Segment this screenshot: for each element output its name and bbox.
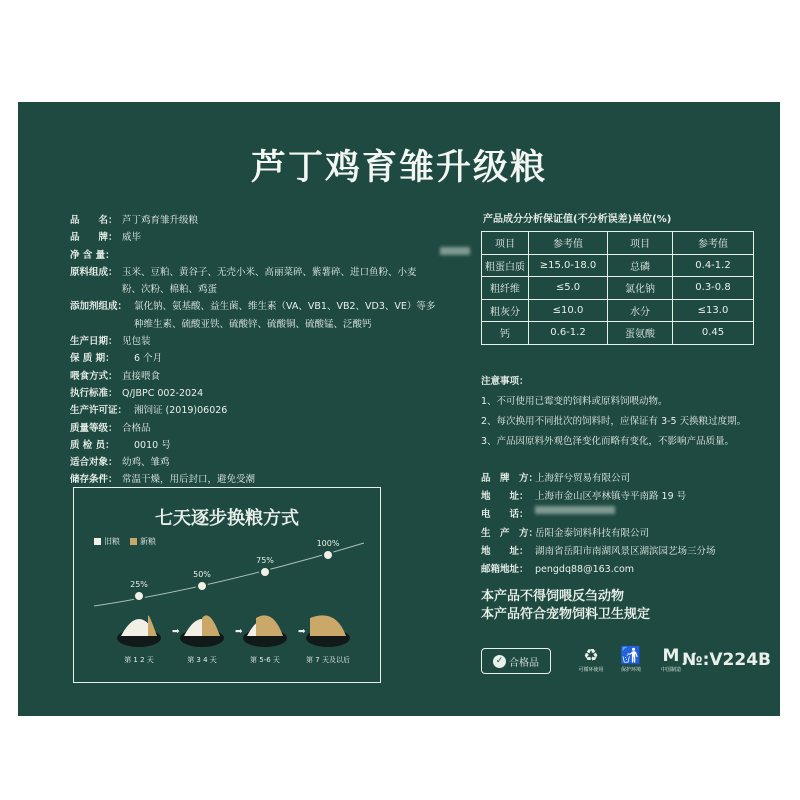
nutrition-table-title: 产品成分分析保证值(不分析误差)单位(%) [483, 214, 672, 225]
table-cell: 项目 [482, 232, 529, 255]
info-value: 氯化钠、氨基酸、益生菌、维生素（VA、VB1、VB2、VD3、VE）等多种维生素、硫酸亚铁、硫酸锌、硫酸铜、硫酸锰、泛酸钙 [134, 301, 436, 330]
contact-value: pengdq88@163.com [535, 564, 635, 576]
warning-text [481, 588, 650, 624]
table-cell: 0.4-1.2 [673, 254, 754, 277]
table-cell: 粗纤维 [482, 277, 529, 300]
info-key: 净 含 量： [70, 249, 115, 261]
arrow-icon: ➡ [235, 627, 243, 637]
table-cell: ≤5.0 [529, 277, 608, 300]
table-cell: ≥15.0-18.0 [529, 254, 608, 277]
info-key: 生产日期： [70, 336, 118, 348]
nutrition-table [481, 231, 754, 345]
notes-section [481, 372, 746, 452]
info-row [70, 368, 470, 385]
badge-row [481, 646, 771, 676]
step-label: 第 3 4 天 [187, 656, 217, 664]
info-key: 喂食方式： [70, 370, 118, 382]
info-row [70, 402, 470, 419]
info-row [70, 454, 470, 471]
info-row [70, 420, 470, 437]
table-cell: 参考值 [673, 232, 754, 255]
product-title: 芦丁鸡育雏升级粮 [250, 148, 547, 188]
table-row [482, 254, 754, 277]
contact-key: 电 话： [481, 509, 529, 521]
step-percent: 50% [193, 570, 211, 579]
contact-value: 岳阳金泰饲料科技有限公司 [535, 527, 650, 539]
info-key: 储存条件： [70, 474, 118, 486]
info-key: 质量等级： [70, 422, 118, 434]
table-cell: 0.3-0.8 [673, 277, 754, 300]
table-row [482, 277, 754, 300]
info-value: 6 个月 [134, 353, 163, 365]
table-row [482, 322, 754, 345]
switch-steps-graphic [74, 488, 380, 682]
note-item: 2、每次换用不同批次的饲料时，应保证有 3-5 天换粮过度期。 [481, 416, 747, 427]
product-info-list [70, 212, 470, 489]
product-code: №:V224B [682, 650, 771, 670]
contact-row [481, 470, 716, 488]
step-marker [197, 581, 207, 591]
contact-row [481, 506, 716, 524]
info-row [70, 212, 470, 229]
table-cell: 粗蛋白质 [482, 254, 529, 277]
contact-info [481, 470, 716, 579]
table-row [482, 232, 754, 255]
info-row [70, 385, 470, 402]
info-value: 幼鸡、雏鸡 [122, 457, 170, 469]
info-value: Q/JBPC 002-2024 [122, 387, 204, 399]
legend-old: 旧粮 [94, 536, 120, 547]
switch-box-title: 七天逐步换粮方式 [155, 508, 299, 529]
table-cell: 参考值 [529, 232, 608, 255]
note-item: 1、不可使用已霉变的饲料或原料饲喂动物。 [481, 396, 668, 407]
info-key: 品 牌： [70, 232, 118, 244]
table-cell: ≤10.0 [529, 299, 608, 322]
table-row [482, 299, 754, 322]
feed-switch-box [73, 487, 381, 683]
contact-row [481, 525, 716, 543]
table-cell: 水分 [608, 299, 673, 322]
table-cell: 蛋氨酸 [608, 322, 673, 345]
contact-key: 地 址： [481, 545, 529, 557]
info-key: 原料组成： [70, 266, 118, 278]
arrow-icon: ➡ [298, 627, 306, 637]
qualified-badge [481, 648, 551, 674]
info-value: 玉米、豆粕、黄谷子、无壳小米、高丽菜碎、紫薯碎、进口鱼粉、小麦粉、次粉、棉粕、鸡蛋 [122, 266, 417, 296]
table-cell: 总磷 [608, 254, 673, 277]
info-key: 保 质 期： [70, 353, 115, 365]
arrow-icon: ➡ [172, 627, 180, 637]
warning-line: 本产品不得饲喂反刍动物 [481, 589, 625, 604]
table-cell: 0.6-1.2 [529, 322, 608, 345]
contact-value: 湖南省岳阳市南湖风景区湖滨园艺场三分场 [535, 545, 716, 557]
info-row [70, 333, 470, 350]
redacted-value [535, 506, 615, 514]
contact-key: 地 址： [481, 491, 529, 503]
new-feed-pile [148, 615, 157, 636]
info-row [70, 229, 470, 246]
info-value: 0010 号 [134, 439, 171, 451]
step-percent: 25% [130, 580, 148, 589]
info-row [70, 437, 470, 454]
food-label-panel [18, 102, 780, 716]
table-cell: 钙 [482, 322, 529, 345]
info-value: 合格品 [122, 422, 151, 434]
note-item: 3、产品因原料外观色泽变化而略有变化，不影响产品质量。 [481, 436, 735, 447]
info-key: 质 检 员： [70, 439, 115, 451]
redacted-value [440, 247, 470, 255]
notes-title: 注意事项： [481, 376, 529, 387]
table-cell: 0.45 [673, 322, 754, 345]
info-value: 威毕 [122, 232, 142, 244]
new-feed-pile [202, 615, 220, 636]
step-percent: 100% [316, 539, 340, 548]
step-marker [134, 591, 144, 601]
info-row [70, 350, 470, 367]
recycle-icon: ♻ 可循环使用 [578, 646, 604, 673]
info-key: 适合对象： [70, 457, 118, 469]
step-label: 第 5-6 天 [250, 656, 280, 664]
table-cell: 氯化钠 [608, 277, 673, 300]
check-icon: ✓ [493, 655, 506, 668]
contact-value: 上海市金山区亭林镇寺平南路 19 号 [535, 491, 687, 503]
table-cell: 项目 [608, 232, 673, 255]
info-row [70, 298, 470, 333]
made-in-china-icon: M 中国制造 [660, 646, 681, 673]
table-cell: ≤13.0 [673, 299, 754, 322]
contact-key: 邮箱地址： [481, 564, 529, 576]
contact-row [481, 561, 716, 579]
info-value: 直接喂食 [122, 370, 161, 382]
contact-key: 品 牌 方： [481, 473, 539, 484]
info-key: 添加剂组成： [70, 301, 128, 313]
litter-icon: 🚮 保护环境 [620, 646, 642, 673]
info-value: 芦丁鸡育雏升级粮 [122, 215, 199, 226]
info-value: 常温干燥，用后封口，避免受潮 [122, 474, 256, 486]
info-key: 执行标准： [70, 387, 118, 399]
legend-new: 新粮 [130, 536, 156, 547]
contact-value: 上海舒兮贸易有限公司 [535, 473, 631, 484]
step-label: 第 1 2 天 [124, 656, 154, 664]
table-cell: 粗灰分 [482, 299, 529, 322]
contact-key: 生 产 方： [481, 527, 539, 539]
qualified-label: 合格品 [509, 657, 539, 669]
step-marker [260, 567, 270, 577]
info-value [134, 247, 440, 264]
info-key: 生产许可证： [70, 405, 128, 417]
step-marker [323, 550, 333, 560]
new-feed-pile [256, 615, 283, 636]
info-key: 品 名： [70, 215, 118, 226]
contact-row [481, 543, 716, 561]
info-row [70, 264, 470, 299]
step-percent: 75% [256, 556, 274, 565]
warning-line: 本产品符合宠物饲料卫生规定 [481, 607, 651, 622]
info-value: 湘饲证 (2019)06026 [134, 405, 228, 417]
info-row [70, 247, 470, 264]
info-value: 见包装 [122, 336, 151, 348]
step-label: 第 7 天及以后 [306, 656, 350, 664]
contact-row [481, 488, 716, 506]
